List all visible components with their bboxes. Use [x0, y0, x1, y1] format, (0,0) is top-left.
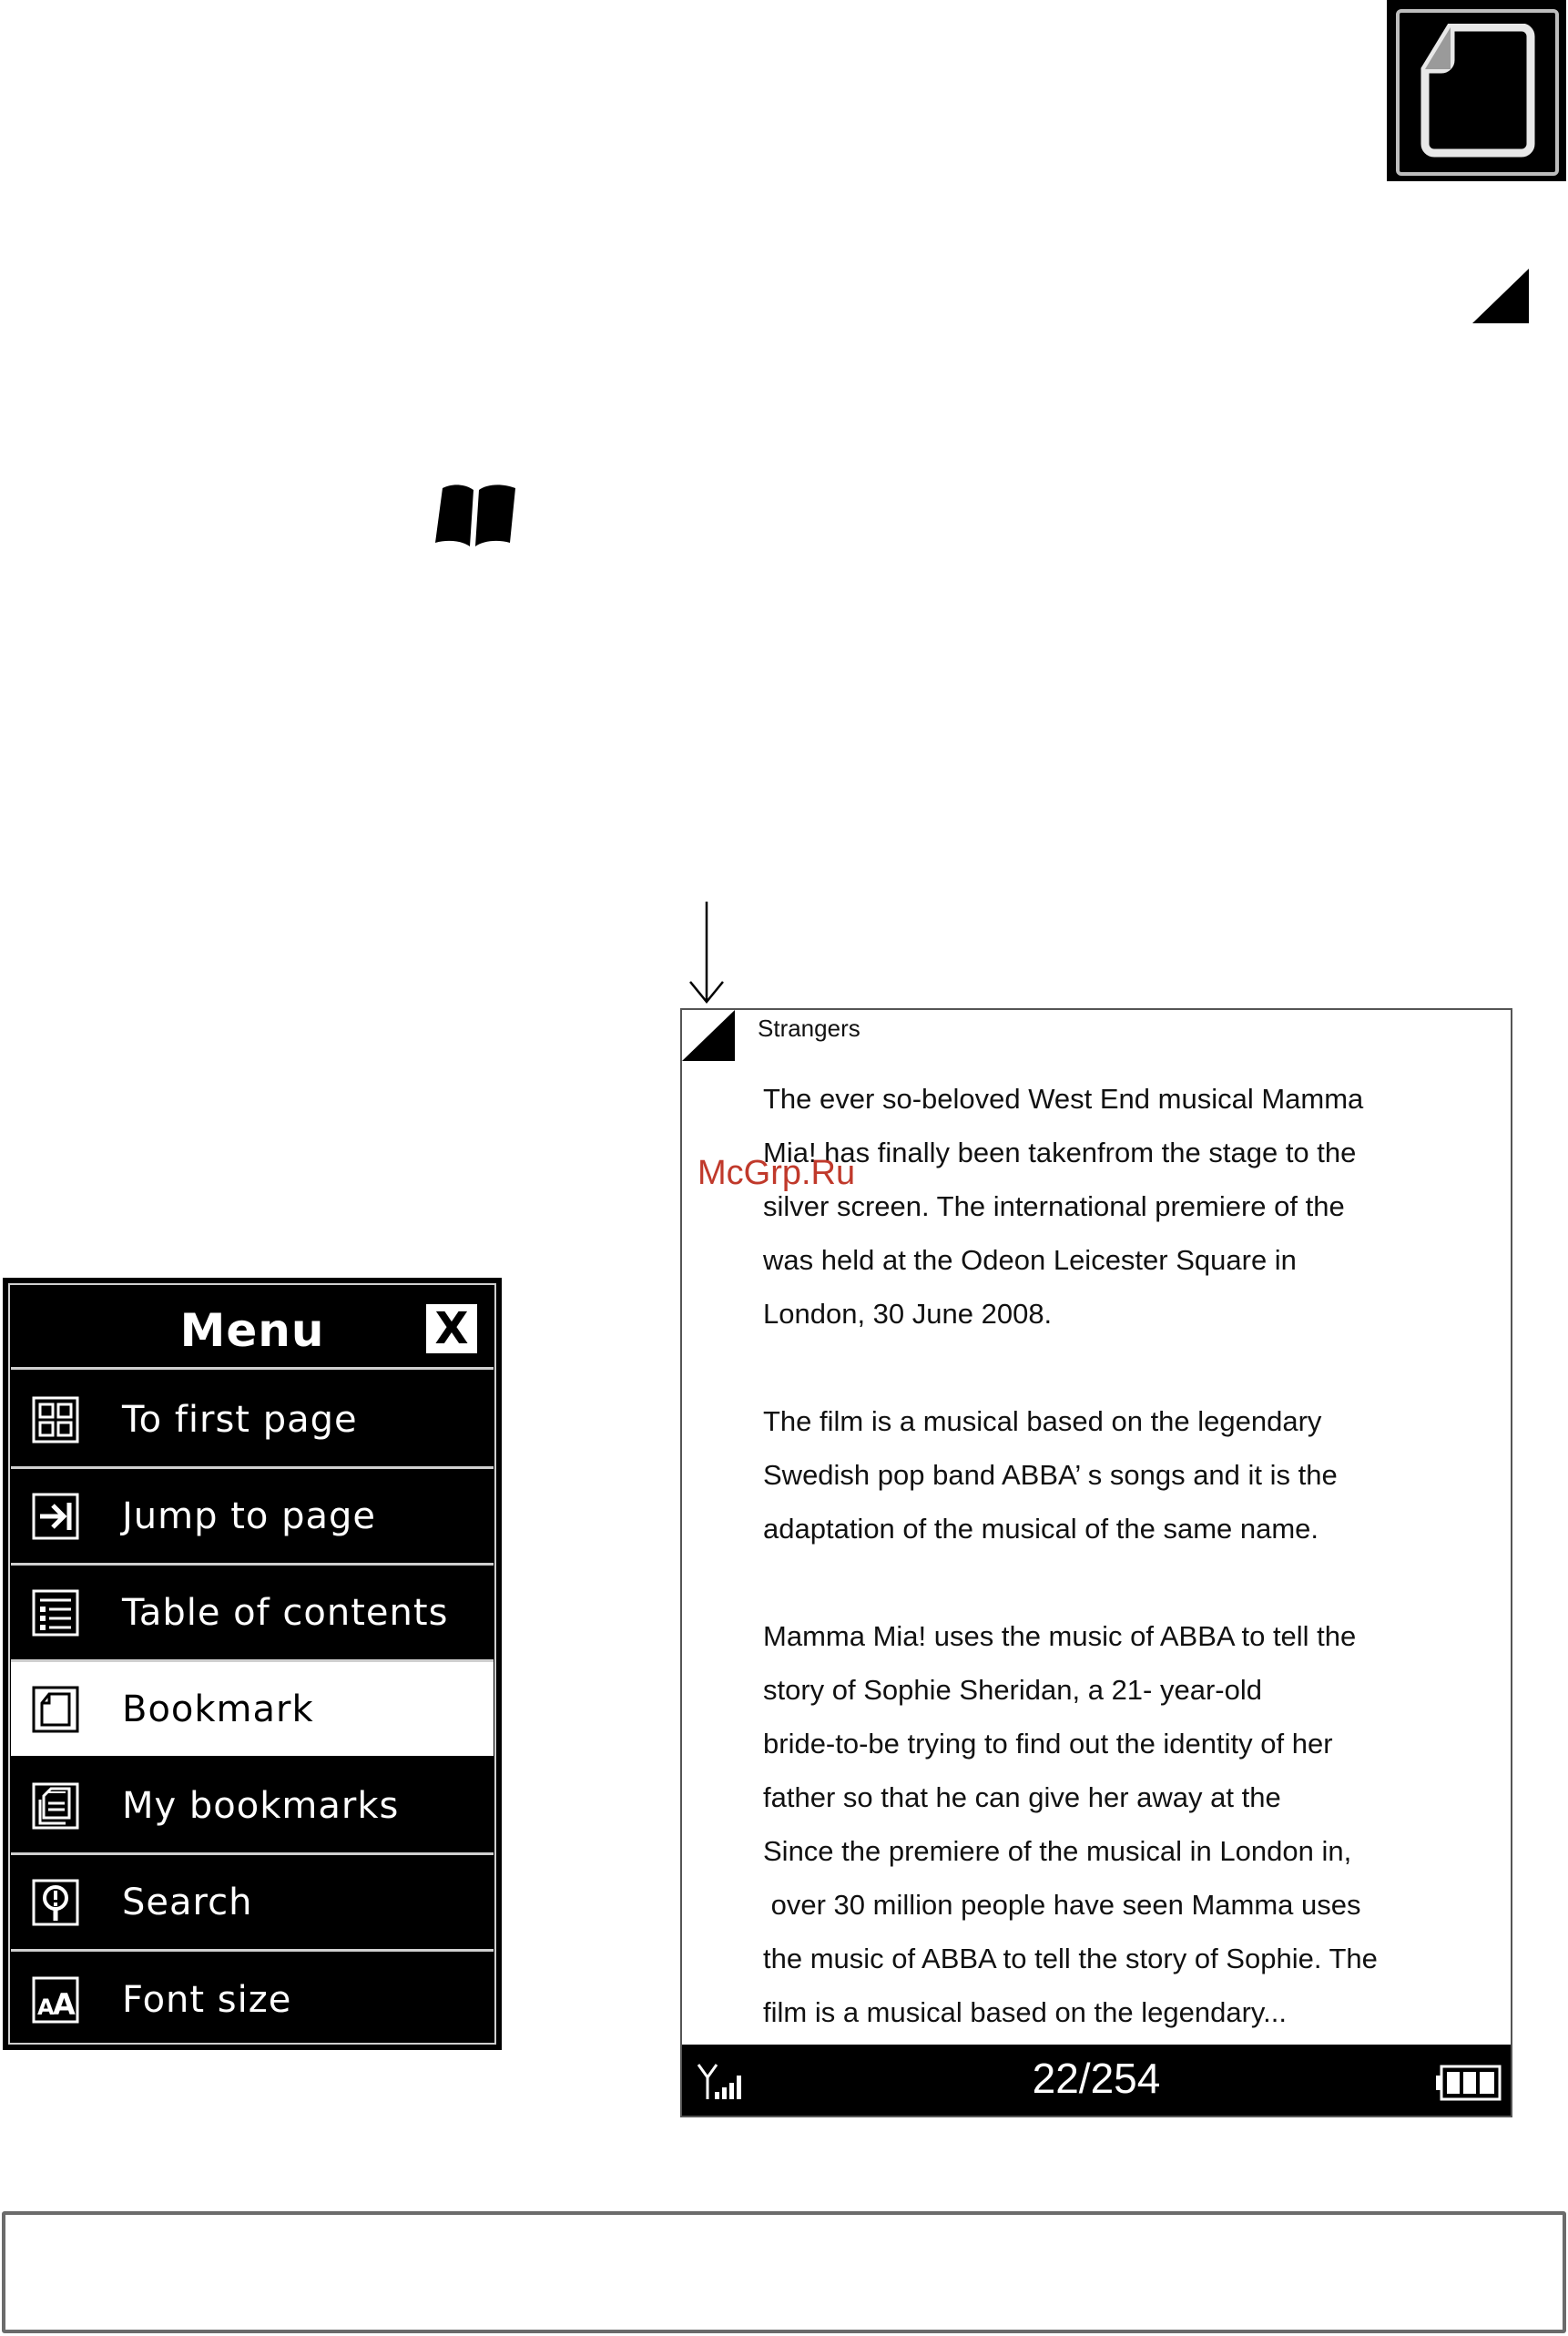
text-line: story of Sophie Sheridan, a 21- year-old	[763, 1674, 1262, 1706]
note-box	[2, 2211, 1566, 2333]
menu-title: Menu	[179, 1304, 325, 1357]
my-bookmarks-icon	[31, 1781, 80, 1831]
menu-item-table-of-contents[interactable]	[11, 1566, 494, 1662]
text-line: The film is a musical based on the legendary	[763, 1405, 1322, 1437]
close-button[interactable]: X	[424, 1302, 479, 1355]
reader-text	[763, 1072, 1482, 2039]
search-icon	[31, 1878, 80, 1927]
menu-item-label: Font size	[122, 1979, 292, 2021]
text-line: Mia! has finally been takenfrom the stage to the	[763, 1137, 1357, 1168]
font-size-icon	[31, 1975, 80, 2025]
text-line: Mamma Mia! uses the music of ABBA to tell the	[763, 1620, 1357, 1652]
paragraph	[763, 1394, 1482, 1556]
text-line: Swedish pop band ABBA’ s songs and it is the	[763, 1459, 1338, 1491]
menu-item-label: Search	[122, 1881, 253, 1923]
paragraph	[763, 1072, 1482, 1341]
menu-item-search[interactable]	[11, 1855, 494, 1952]
first-page-icon	[31, 1395, 80, 1444]
page-counter: 22/254	[1032, 2055, 1161, 2102]
table-of-contents-icon	[31, 1588, 80, 1637]
menu-item-label: Jump to page	[122, 1494, 376, 1537]
text-line: the music of ABBA to tell the story of Sophie. The	[763, 1943, 1378, 1974]
menu-item-label: Table of contents	[122, 1591, 449, 1634]
svg-text:McGrp.Ru: McGrp.Ru	[697, 1154, 856, 1192]
menu-item-my-bookmarks[interactable]	[11, 1759, 494, 1855]
watermark-logo	[697, 1146, 880, 1195]
menu-item-label: My bookmarks	[122, 1784, 400, 1827]
text-line: The ever so-beloved West End musical Mamma	[763, 1083, 1364, 1115]
jump-to-page-icon	[31, 1492, 80, 1541]
text-line: bride-to-be trying to find out the identity of her	[763, 1728, 1333, 1760]
menu-item-to-first-page[interactable]	[11, 1372, 494, 1469]
menu-item-bookmark[interactable]	[11, 1662, 494, 1759]
paragraph	[763, 1609, 1482, 2039]
bookmark-corner-icon	[1472, 269, 1529, 323]
battery-icon	[1436, 2065, 1502, 2101]
menu-item-jump-to-page[interactable]	[11, 1469, 494, 1566]
menu-panel	[3, 1278, 502, 2050]
status-bar	[682, 2045, 1511, 2116]
menu-item-label: Bookmark	[122, 1688, 314, 1730]
text-line: was held at the Odeon Leicester Square in	[763, 1244, 1297, 1276]
book-icon	[432, 483, 519, 550]
page-icon	[1414, 24, 1537, 158]
text-line: silver screen. The international premiere of the	[763, 1190, 1345, 1222]
text-line: London, 30 June 2008.	[763, 1298, 1053, 1330]
bookmark-icon	[31, 1685, 80, 1734]
svg-text:A: A	[53, 1987, 76, 2022]
text-line: adaptation of the musical of the same name.	[763, 1513, 1319, 1545]
pointer-arrow-icon	[685, 902, 728, 1004]
menu-item-label: To first page	[122, 1398, 358, 1441]
chapter-title: Strangers	[758, 1015, 860, 1042]
text-line: film is a musical based on the legendary...	[763, 1996, 1287, 2028]
bookmark-corner-icon	[682, 1010, 735, 1061]
bookmark-indicator-icon	[1387, 0, 1566, 181]
svg-text:A: A	[37, 1994, 55, 2020]
text-line: father so that he can give her away at the	[763, 1781, 1281, 1813]
text-line: over 30 million people have seen Mamma uses	[763, 1889, 1361, 1921]
text-line: Since the premiere of the musical in London in,	[763, 1835, 1352, 1867]
menu-item-font-size[interactable]	[11, 1952, 494, 2048]
menu-header	[11, 1286, 494, 1370]
